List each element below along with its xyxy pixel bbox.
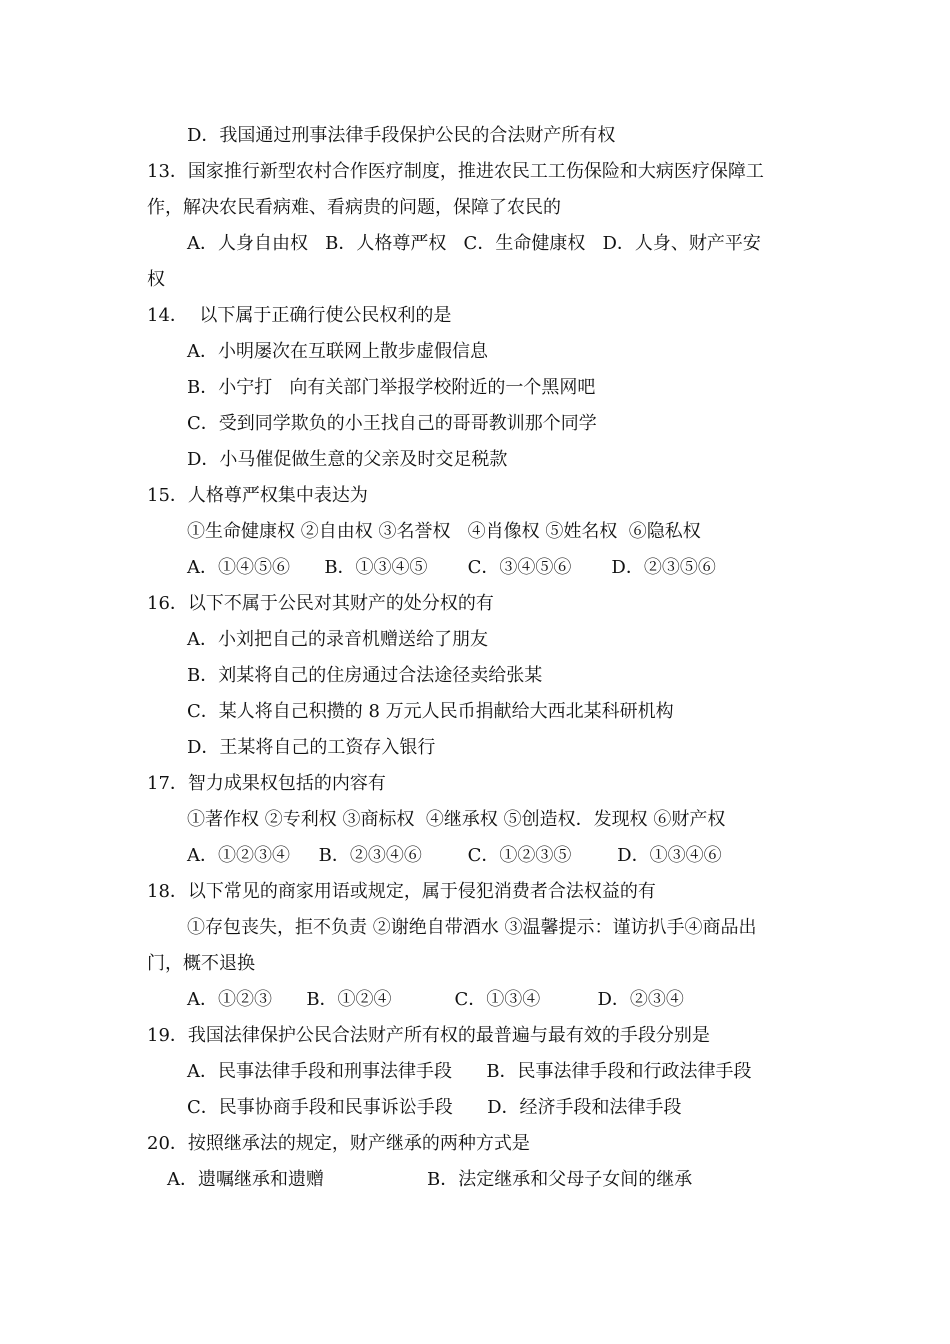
q15-stem: 15．人格尊严权集中表达为	[147, 485, 368, 506]
q14-option-c: C．受到同学欺负的小王找自己的哥哥教训那个同学	[187, 413, 597, 434]
q14-option-b: B．小宁打 向有关部门举报学校附近的一个黑网吧	[187, 377, 596, 398]
q17-options: A．①②③④ B．②③④⑥ C．①②③⑤ D．①③④⑥	[187, 845, 722, 866]
q14-option-a: A．小明屡次在互联网上散步虚假信息	[187, 341, 488, 362]
q13-stem-cont: 作，解决农民看病难、看病贵的问题，保障了农民的	[147, 197, 561, 218]
q16-option-c: C．某人将自己积攒的 8 万元人民币捐献给大西北某科研机构	[187, 701, 674, 722]
q13-options: A．人身自由权 B．人格尊严权 C．生命健康权 D．人身、财产平安	[187, 233, 761, 254]
q18-items: ①存包丧失，拒不负责 ②谢绝自带酒水 ③温馨提示：谨访扒手④商品出	[187, 917, 757, 938]
q16-option-a: A．小刘把自己的录音机赠送给了朋友	[187, 629, 488, 650]
q17-items: ①著作权 ②专利权 ③商标权 ④继承权 ⑤创造权．发现权 ⑥财产权	[187, 809, 726, 830]
q16-option-b: B．刘某将自己的住房通过合法途径卖给张某	[187, 665, 543, 686]
q15-options: A．①④⑤⑥ B．①③④⑤ C．③④⑤⑥ D．②③⑤⑥	[187, 557, 716, 578]
q14-stem: 14． 以下属于正确行使公民权利的是	[147, 305, 452, 326]
q18-items-cont: 门，概不退换	[147, 953, 255, 974]
q13-options-cont: 权	[147, 269, 165, 290]
q14-option-d: D．小马催促做生意的父亲及时交足税款	[187, 449, 508, 470]
q18-stem: 18．以下常见的商家用语或规定，属于侵犯消费者合法权益的有	[147, 881, 656, 902]
q16-option-d: D．王某将自己的工资存入银行	[187, 737, 436, 758]
q12-option-d: D．我国通过刑事法律手段保护公民的合法财产所有权	[187, 125, 616, 146]
q16-stem: 16．以下不属于公民对其财产的处分权的有	[147, 593, 494, 614]
q19-options-ab: A．民事法律手段和刑事法律手段 B．民事法律手段和行政法律手段	[187, 1061, 752, 1082]
q19-stem: 19．我国法律保护公民合法财产所有权的最普遍与最有效的手段分别是	[147, 1025, 710, 1046]
q18-options: A．①②③ B．①②④ C．①③④ D．②③④	[187, 989, 684, 1010]
q15-items: ①生命健康权 ②自由权 ③名誉权 ④肖像权 ⑤姓名权 ⑥隐私权	[187, 521, 701, 542]
q20-options-ab: A．遗嘱继承和遗赠 B．法定继承和父母子女间的继承	[167, 1169, 693, 1190]
q17-stem: 17．智力成果权包括的内容有	[147, 773, 386, 794]
q13-stem: 13．国家推行新型农村合作医疗制度，推进农民工工伤保险和大病医疗保障工	[147, 161, 764, 182]
q20-stem: 20．按照继承法的规定，财产继承的两种方式是	[147, 1133, 530, 1154]
q19-options-cd: C．民事协商手段和民事诉讼手段 D．经济手段和法律手段	[187, 1097, 682, 1118]
